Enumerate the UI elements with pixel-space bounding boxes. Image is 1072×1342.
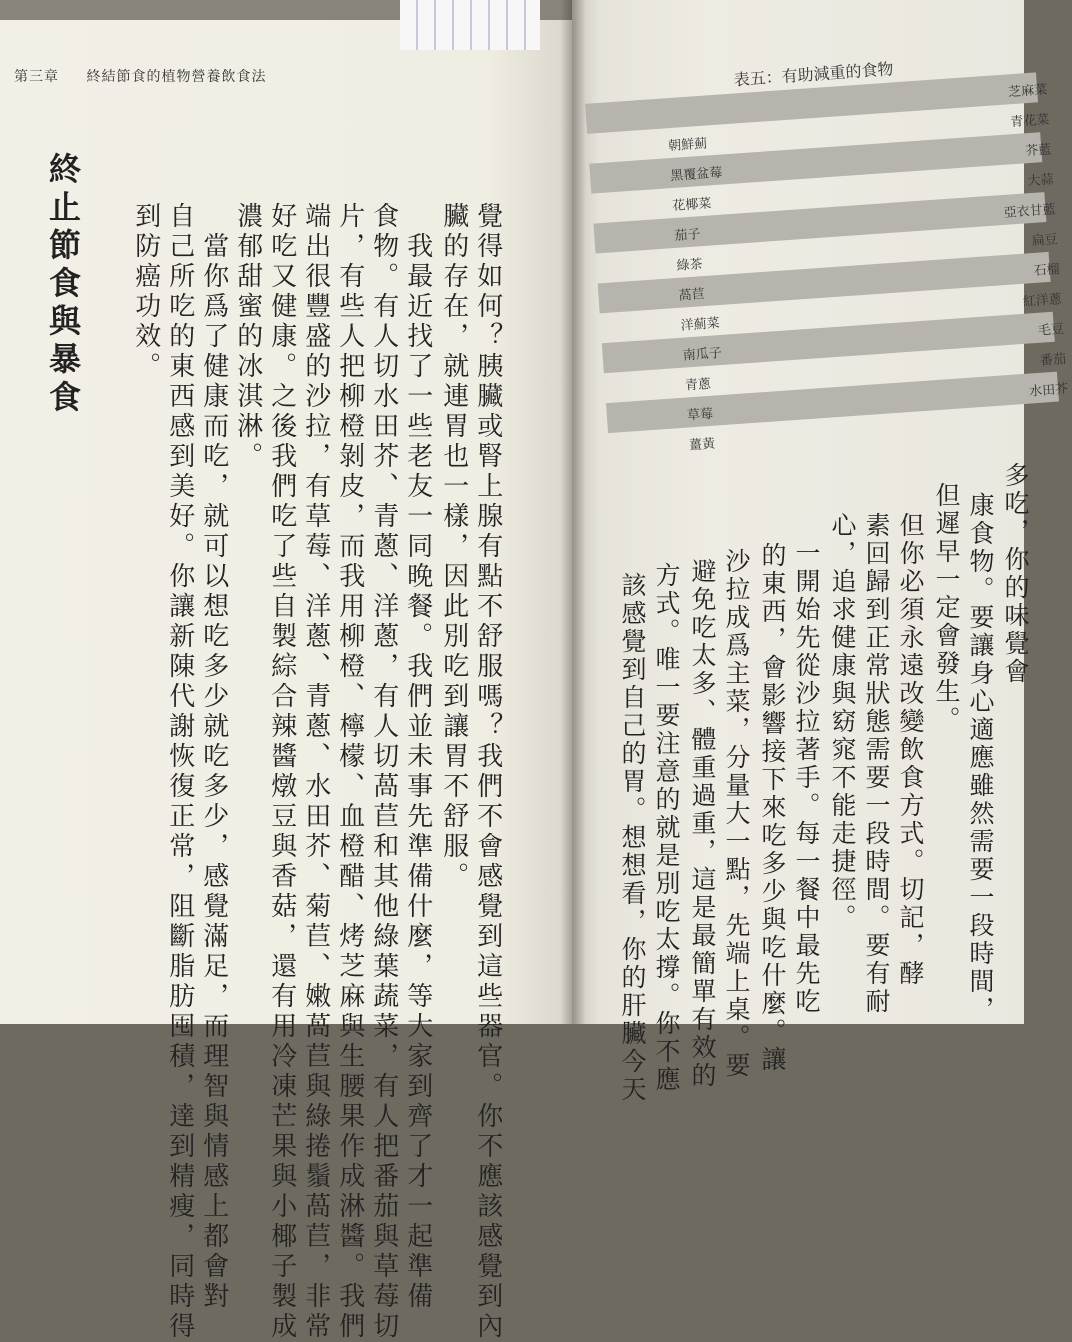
food-table bbox=[582, 29, 1069, 479]
text-column: 臟的存在，就連胃也一樣，因此別吃到讓胃不舒服。 bbox=[438, 202, 469, 892]
text-column: 避免吃太多、體重過重，這是最簡單有效的 bbox=[688, 558, 717, 1090]
table-row: 青蔥 番茄 bbox=[684, 351, 1067, 394]
table-row: 芝麻菜 bbox=[585, 72, 1038, 133]
page-tabs bbox=[400, 0, 540, 50]
text-column: 方式。唯一要注意的就是別吃太撐。你不應 bbox=[652, 562, 681, 1094]
text-column: 片，有些人把柳橙剝皮，而我用柳橙、檸檬、血橙醋、烤芝麻與生腰果作成淋醬。我們 bbox=[334, 202, 365, 1342]
text-column: 但你必須永遠改變飲食方式。切記，酵 bbox=[896, 512, 925, 988]
table-row: 綠茶 扁豆 bbox=[676, 232, 1059, 274]
text-column: 多吃，你的味覺會 bbox=[1001, 462, 1030, 686]
text-column: 但遲早一定會發生。 bbox=[932, 482, 961, 734]
table-row: 黑覆盆莓 芥藍 bbox=[589, 132, 1042, 193]
text-column: 覺得如何？胰臟或腎上腺有點不舒服嗎？我們不會感覺到這些器官。你不應該感覺到內 bbox=[472, 202, 503, 1342]
text-column: 的東西，會影響接下來吃多少與吃什麼。讓 bbox=[758, 542, 787, 1074]
running-head bbox=[14, 66, 266, 86]
text-column: 我最近找了一些老友一同晚餐。我們並未事先準備什麼，等大家到齊了才一起準備 bbox=[402, 232, 433, 1312]
section-title: 終止節食與暴食 bbox=[44, 152, 82, 418]
left-page bbox=[0, 20, 572, 1342]
table-row: 朝鮮薊 青花菜 bbox=[667, 112, 1050, 155]
text-column: 康食物。要讓身心適應雖然需要一段時間， bbox=[966, 492, 995, 1024]
text-column: 一開始先從沙拉著手。每一餐中最先吃 bbox=[792, 540, 821, 1016]
text-column: 到防癌功效。 bbox=[130, 202, 161, 382]
text-column: 該感覺到自己的胃。想想看，你的肝臟今天 bbox=[618, 572, 647, 1104]
chapter-label: 第三章 bbox=[14, 69, 59, 85]
text-column: 心，追求健康與窈窕不能走捷徑。 bbox=[828, 512, 857, 932]
table-row: 草莓 水田芥 bbox=[606, 372, 1059, 433]
text-column: 沙拉成爲主菜，分量大一點，先端上桌。要 bbox=[722, 548, 751, 1080]
table-row: 洋薊菜 紅洋蔥 bbox=[680, 292, 1063, 334]
text-column: 自己所吃的東西感到美好。你讓新陳代謝恢復正常，阻斷脂肪囤積，達到精瘦，同時得 bbox=[164, 202, 195, 1342]
table-row: 薑黃 bbox=[688, 436, 716, 454]
text-column: 食物。有人切水田芥、青蔥、洋蔥，有人切萵苣和其他綠葉蔬菜，有人把番茄與草莓切 bbox=[368, 202, 399, 1342]
text-column: 端出很豐盛的沙拉，有草莓、洋蔥、青蔥、水田芥、菊苣、嫩萵苣與綠捲鬚萵苣，非常 bbox=[300, 202, 331, 1342]
text-column: 當你爲了健康而吃，就可以想吃多少就吃多少，感覺滿足，而理智與情感上都會對 bbox=[198, 232, 229, 1312]
table-row: 花椰菜 大蒜 bbox=[671, 172, 1055, 215]
table-row: 萵苣 石榴 bbox=[598, 252, 1051, 313]
right-page bbox=[572, 0, 1069, 1104]
text-column: 好吃又健康。之後我們吃了些自製綜合辣醬燉豆與香菇，還有用冷凍芒果與小椰子製成 bbox=[266, 202, 297, 1342]
table-caption: 表五：有助減重的食物 bbox=[733, 59, 895, 90]
table-row: 南瓜子 毛豆 bbox=[602, 312, 1055, 373]
text-column: 素回歸到正常狀態需要一段時間。要有耐 bbox=[862, 512, 891, 1016]
book-gutter bbox=[560, 0, 586, 1024]
text-column: 濃郁甜蜜的冰淇淋。 bbox=[232, 202, 263, 472]
table-row: 茄子 亞衣甘藍 bbox=[593, 192, 1046, 253]
chapter-title: 終結節食的植物營養飲食法 bbox=[86, 69, 267, 85]
